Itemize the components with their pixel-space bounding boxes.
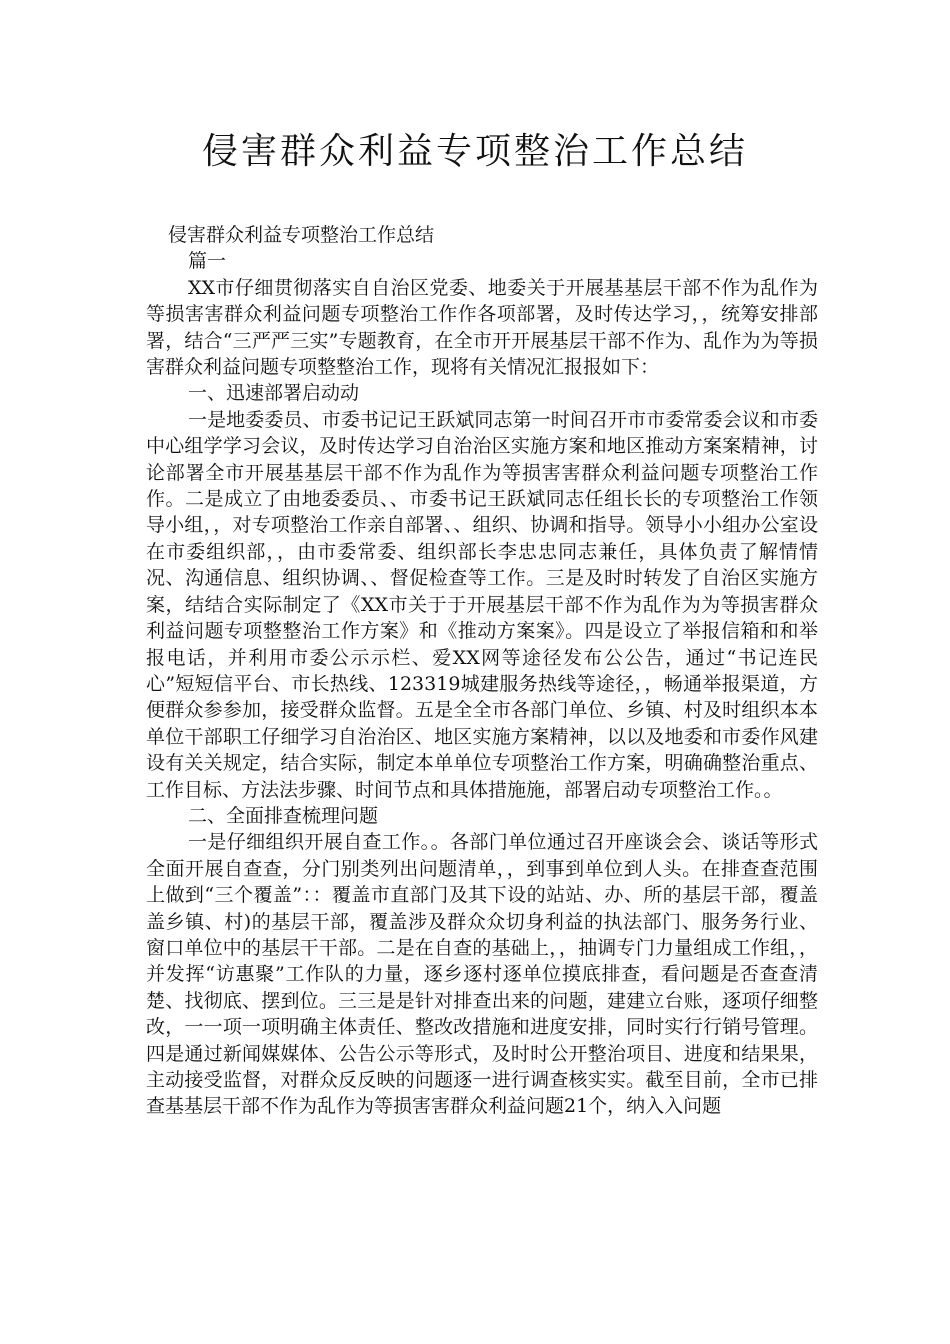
section-2-paragraph: 一是仔细组织开展自查工作。。各部门单位通过召开座谈会会、谈话等形式全面开展自查查，分门别类列出问题清单，，到事到单位到人头。在排查查范围上做到“三个覆盖”：：覆盖市直部门及其下设的站站、办、所的基层干部，覆盖盖乡镇、村)的基层干部，覆盖涉及群众众切身利益的执法部门、服务务行业、窗口单位中的基层干干部。二是在自查的基础上，，抽调专门力量组成工作组，，并发挥“访惠聚”工作队的力量，逐乡逐村逐单位摸底排查，看问题是否查查清楚、找彻底、摆到位。三三是是针对排查出来的问题，建建立台账，逐项仔细整改，一一项一项明确主体责任、整改改措施和进度安排，同时实行行销号管理。四是通过新闻媒媒体、公告公示等形式，及时时公开整治项目、进度和结果果，主动接受监督，对群众反反映的问题逐一进行调查核实实。截至目前，全市已排查基基层干部不作为乱作为等损害害群众利益问题21个，纳入入问题 bbox=[146, 831, 818, 1118]
section-heading-2: 二、全面排查梳理问题 bbox=[188, 804, 379, 827]
section-heading-1: 一、迅速部署启动动 bbox=[188, 382, 360, 405]
subtitle-line: 侵害群众利益专项整治工作总结 bbox=[168, 224, 435, 246]
intro-paragraph: XX市仔细贯彻落实自自治区党委、地委关于开展基基层干部不作为乱作为等损害害群众利益问题专项整治工作作各项部署，及时传达学习，，统筹安排部署，结合“三严严三实”专题教育，在全市开开展基层干部不作为、乱作为为等损害群众利益问题专项整整治工作，现将有关情况汇报报如下： bbox=[146, 276, 818, 379]
document-body bbox=[146, 222, 818, 1120]
section-1-paragraph: 一是地委委员、市委书记记王跃斌同志第一时间召开市市委常委会议和市委中心组学学习会议，及时传达学习自治治区实施方案和地区推动方案案精神，讨论部署全市开展基基层干部不作为乱作为等损害害群众利益问题专项整治工作作。二是成立了由地委委员、、市委书记王跃斌同志任组长长的专项整治工作领导小组，，对专项整治工作亲自部署、、组织、协调和指导。领导小小组办公室设在市委组织部，，由市委常委、组织部长李忠忠同志兼任，具体负责了解情情况、沟通信息、组织协调、、督促检查等工作。三是及时时转发了自治区实施方案，结结合实际制定了《XX市关于于开展基层干部不作为乱作为为等损害群众利益问题专项整整治工作方案》和《推动方案案》。四是设立了举报信箱和和举报电话，并利用市委公示示栏、爱XX网等途径发布公公告，通过“书记连民心”短短信平台、市长热线、123319城建服务热线等途径，，畅通举报渠道，方便群众参参加，接受群众监督。五是全全市各部门单位、乡镇、村及时组织本本单位干部职工仔细学习自治治区、地区实施方案精神，以以及地委和市委作风建设有关关规定，结合实际，制定本单单位专项整治工作方案，明确确整治重点、工作目标、方法法步骤、时间节点和具体措施施，部署启动专项整治工作。。 bbox=[146, 408, 818, 801]
document-title: 侵害群众利益专项整治工作总结 bbox=[201, 131, 748, 172]
part-label: 篇一 bbox=[188, 250, 227, 273]
